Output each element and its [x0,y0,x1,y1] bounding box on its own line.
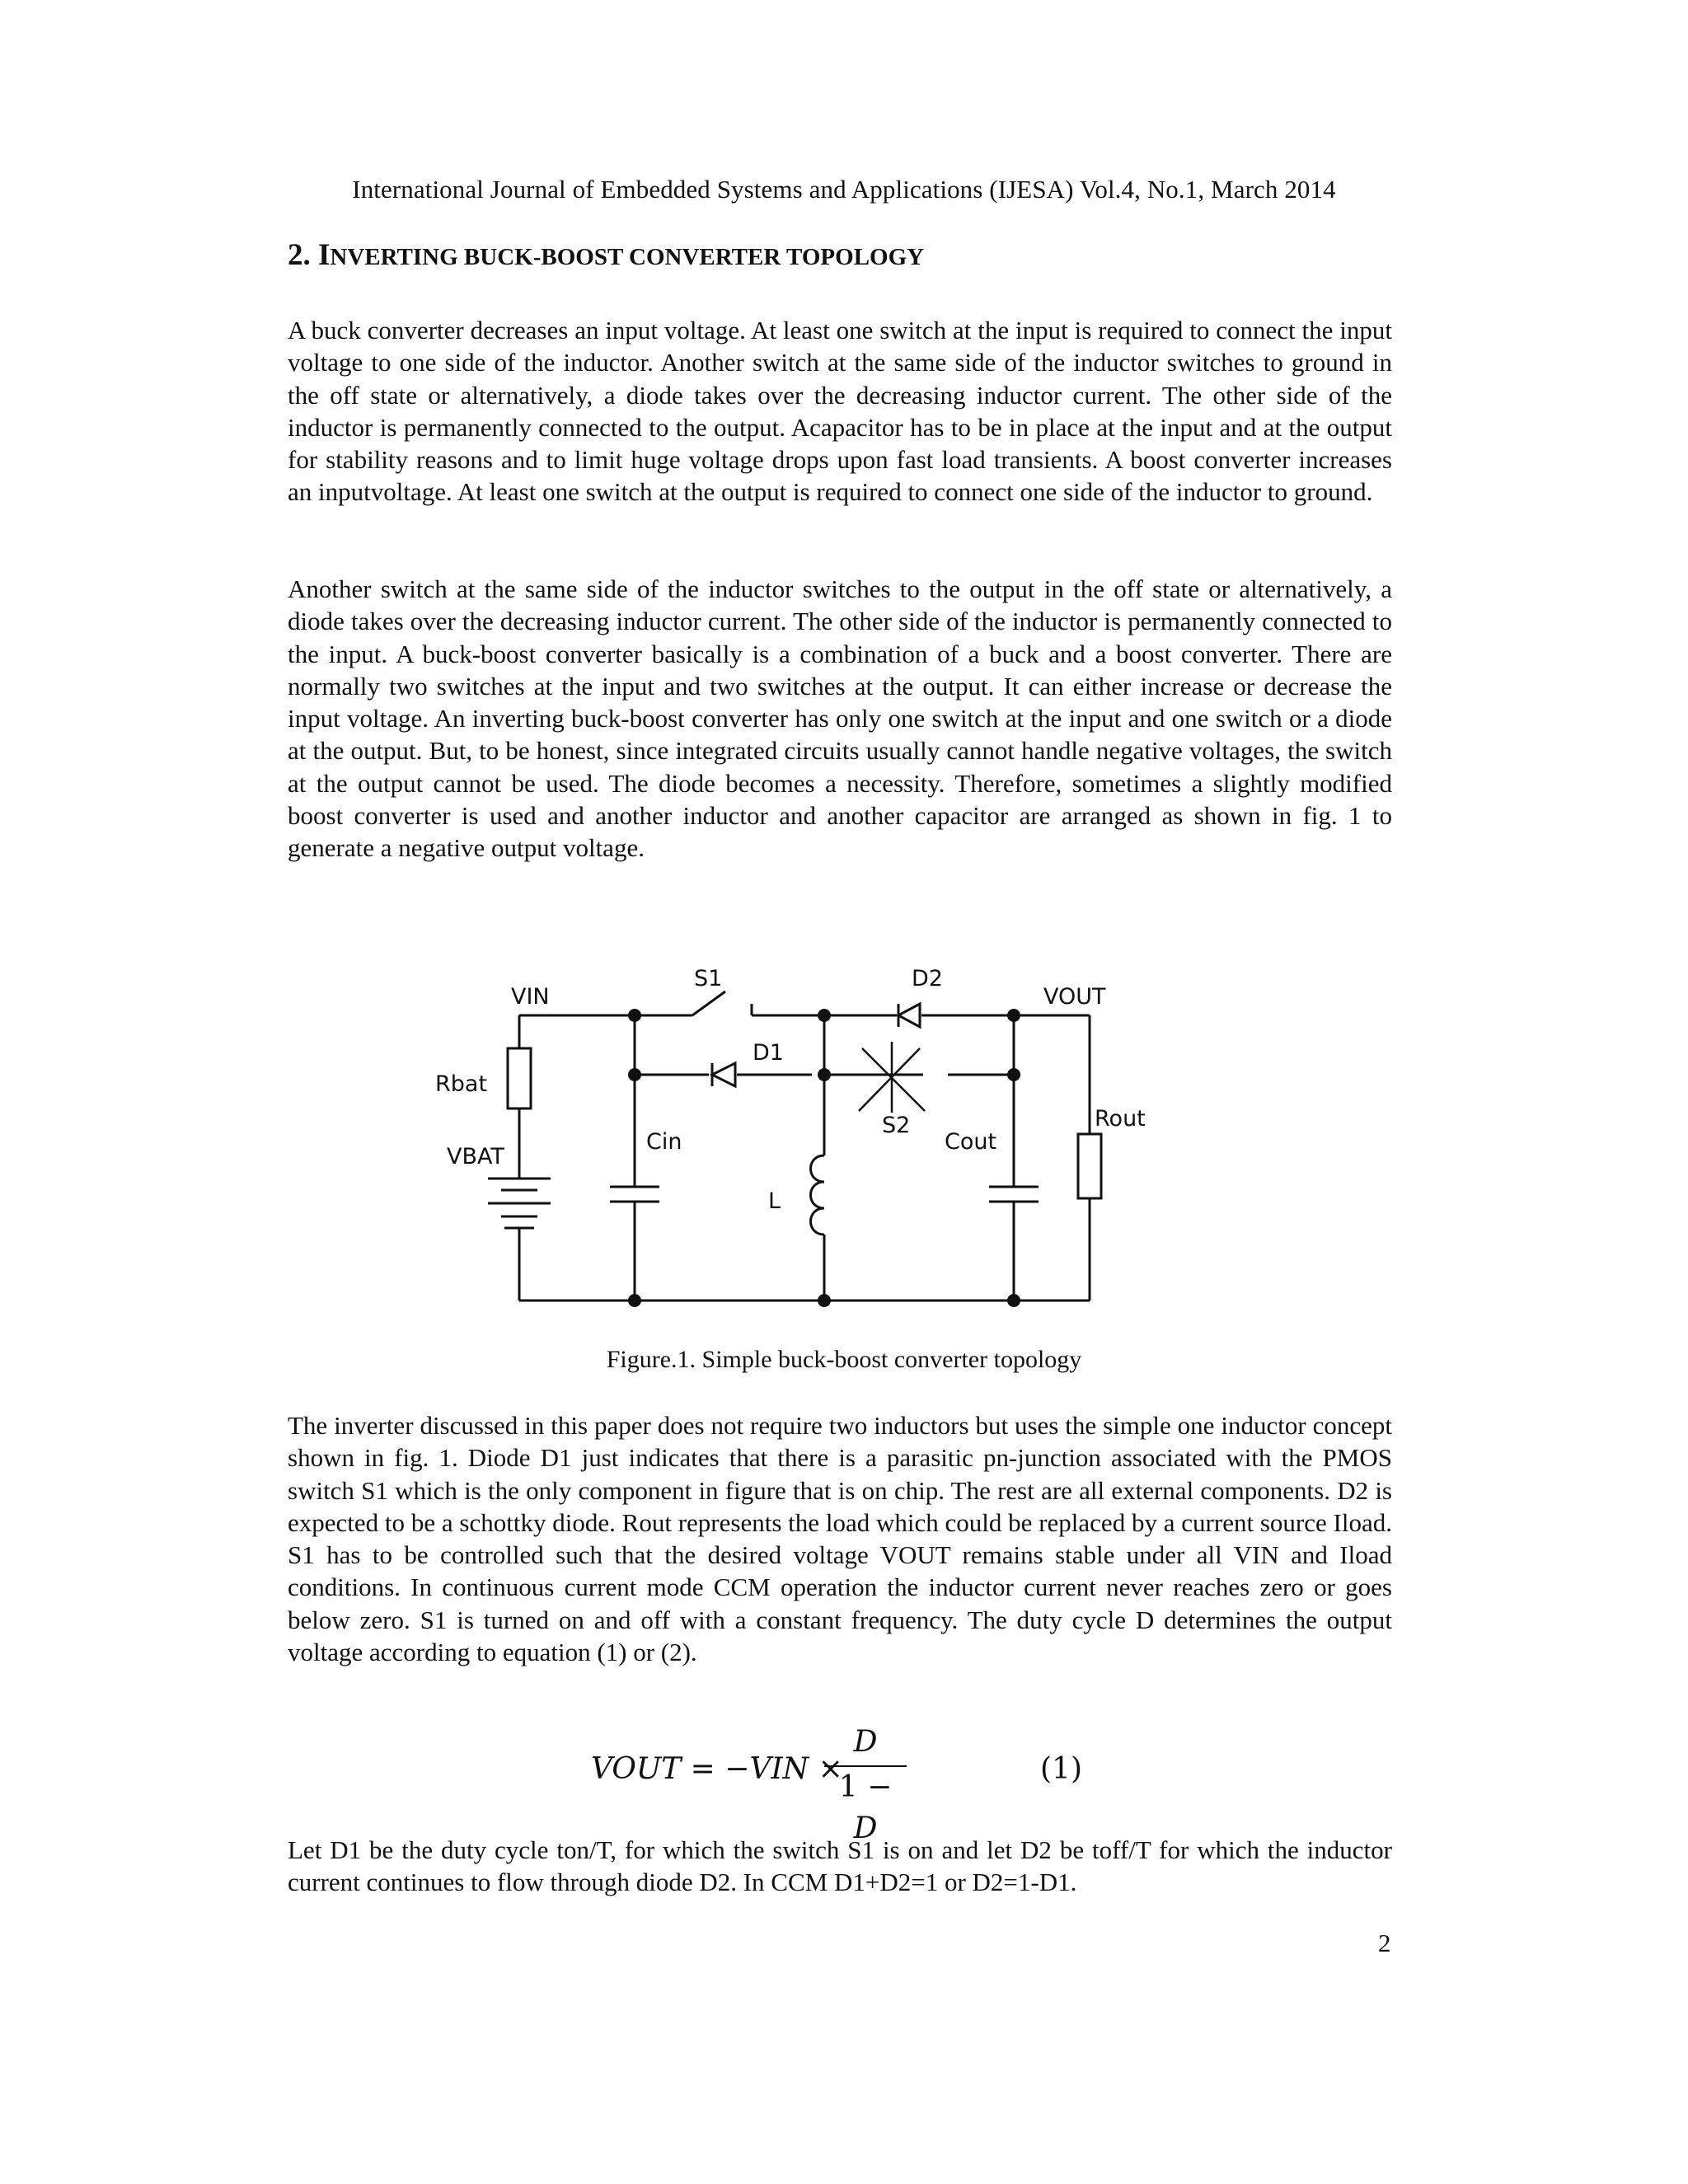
circuit-figure [429,956,1154,1319]
resistor-rout-symbol [1078,1134,1101,1198]
label-d1: D1 [753,1040,784,1066]
figure-caption: Figure.1. Simple buck-boost converter topology [606,1346,1082,1373]
label-vbat: VBAT [447,1144,504,1169]
label-d2: D2 [912,966,943,991]
switch-s2-symbol [859,1042,925,1113]
circuit-diagram [429,956,1154,1319]
circuit-wires [519,991,1090,1301]
paragraph-4: Let D1 be the duty cycle ton/T, for which the switch S1 is on and let D2 be toff/T for which the inductor current continues to flow through diode D2. In CCM D1+D2=1 or D2=1-D1. [288,1835,1392,1897]
diode-d2-symbol [898,1004,920,1027]
denominator-variable: D [853,1811,878,1845]
diode-d1-symbol [712,1063,735,1086]
inductor-l-symbol [811,1155,825,1235]
label-s2: S2 [882,1113,911,1138]
capacitor-cout-symbol [989,1187,1039,1202]
battery-vbat-symbol [488,1179,551,1228]
journal-header: International Journal of Embedded Systems and Applications (IJESA) Vol.4, No.1, March 2014 [352,175,1336,204]
label-vin: VIN [511,984,550,1010]
equation-1 [0,1722,1688,1845]
paragraph-2: Another switch at the same side of the inductor switches to the output in the off state or alternatively, a diode takes over the decreasing inductor current. The other side of the inductor is permanently connected to the input. A buck-boost converter basically is a combination of a buck and a boost converter. There are normally two switches at the input and two switches at the output. It can either increase or decrease the input voltage. An inverting buck-boost converter has only one switch at the input and one switch or a diode at the output. But, to be honest, since integrated circuits usually cannot handle negative voltages, the switch at the output cannot be used. The diode becomes a necessity. Therefore, sometimes a slightly modified boost converter is used and another inductor and another capacitor are arranged as shown in fig. 1 to generate a negative output voltage. [288,574,1392,863]
section-title-initial: I [318,238,331,272]
equation-numerator: D [853,1725,878,1759]
equation-denominator [824,1767,907,1845]
equation-lhs: VOUT = −VIN × [591,1752,843,1786]
section-number: 2. [288,238,311,272]
page-number: 2 [1378,1929,1391,1957]
capacitor-cin-symbol [610,1187,659,1202]
section-title-rest: NVERTING BUCK-BOOST CONVERTER TOPOLOGY [330,244,925,270]
label-s1: S1 [694,966,723,991]
label-rout: Rout [1095,1106,1146,1132]
equation-fraction [824,1722,907,1845]
label-rbat: Rbat [435,1071,488,1097]
label-cout: Cout [945,1129,997,1155]
equation-number: (1) [1040,1752,1082,1786]
denominator-constant: 1 − [838,1770,893,1804]
section-heading [288,237,924,273]
label-l: L [768,1188,781,1214]
label-vout: VOUT [1043,984,1106,1010]
paragraph-1: A buck converter decreases an input voltage. At least one switch at the input is required to connect the input voltage to one side of the inductor. Another switch at the same side of the inductor switches to ground in the off state or alternatively, a diode takes over the decreasing inductor current. The other side of the inductor is permanently connected to the output. Acapacitor has to be in place at the input and at the output for stability reasons and to limit huge voltage drops upon fast load transients. A boost converter increases an inputvoltage. At least one switch at the output is required to connect one side of the inductor to ground. [288,316,1392,507]
label-cin: Cin [646,1129,682,1155]
resistor-rbat-symbol [508,1048,531,1108]
paragraph-3: The inverter discussed in this paper does not require two inductors but uses the simple one inductor concept shown in fig. 1. Diode D1 just indicates that there is a parasitic pn-junction associated with the PMOS switch S1 which is the only component in figure that is on chip. The rest are all external components. D2 is expected to be a schottky diode. Rout represents the load which could be replaced by a current source Iload. S1 has to be controlled such that the desired voltage VOUT remains stable under all VIN and Iload conditions. In continuous current mode CCM operation the inductor current never reaches zero or goes below zero. S1 is turned on and off with a constant frequency. The duty cycle D determines the output voltage according to equation (1) or (2). [288,1411,1392,1667]
